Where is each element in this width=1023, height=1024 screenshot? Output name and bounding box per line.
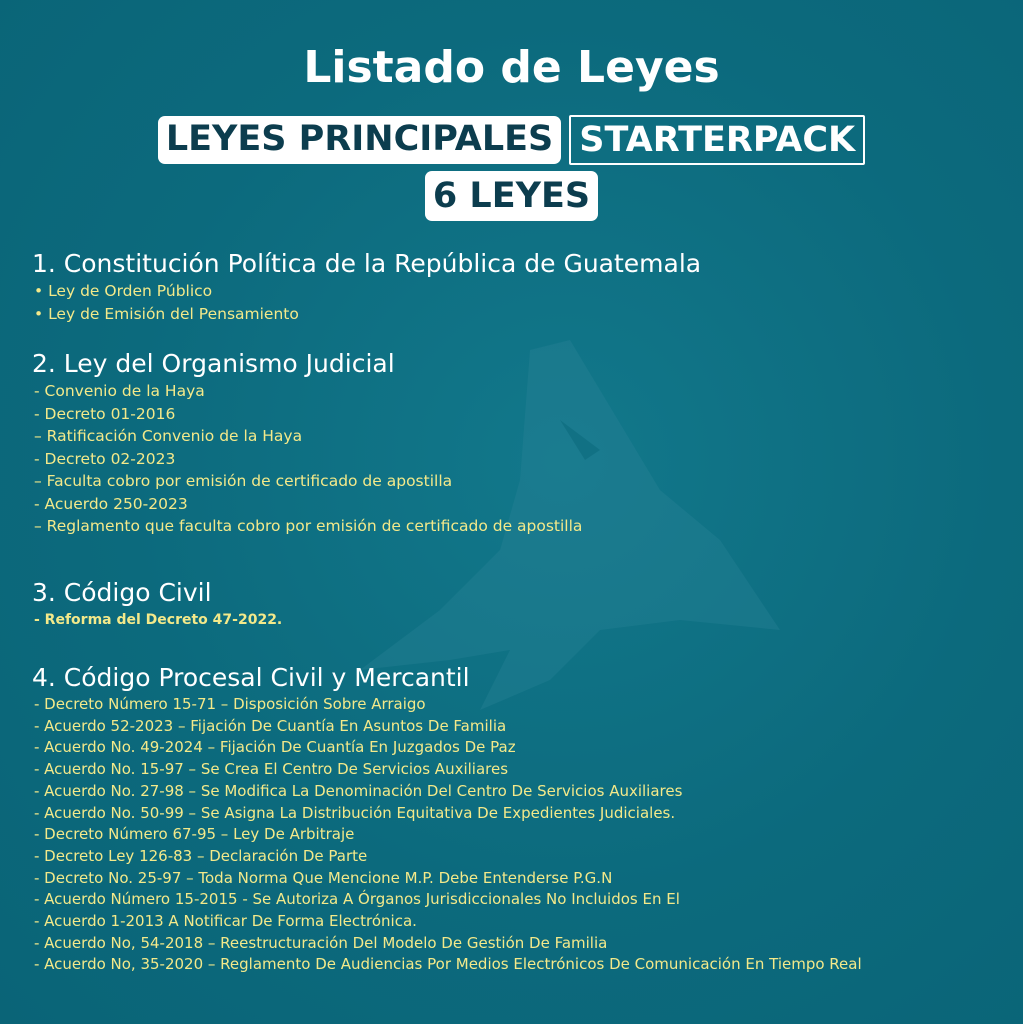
badge-leyes-principales: LEYES PRINCIPALES (158, 116, 561, 164)
list-item: – Reglamento que faculta cobro por emisión de certificado de apostilla (34, 517, 583, 535)
list-item: - Acuerdo Número 15-2015 - Se Autoriza A Órganos Jurisdiccionales No Incluidos En El (34, 890, 680, 909)
list-item: – Ratificación Convenio de la Haya (34, 427, 303, 445)
section-items (32, 380, 1012, 538)
list-item: - Decreto Número 15-71 – Disposición Sobre Arraigo (34, 695, 426, 713)
list-item: – Faculta cobro por emisión de certificado de apostilla (34, 472, 453, 490)
badge-starterpack: STARTERPACK (569, 115, 865, 165)
section-items (32, 280, 1012, 325)
page-title: Listado de Leyes (303, 42, 720, 93)
list-item: - Decreto 01-2016 (34, 404, 176, 423)
list-item: - Acuerdo No. 50-99 – Se Asigna La Distribución Equitativa De Expedientes Judiciales. (34, 803, 676, 822)
list-item: - Acuerdo No. 49-2024 – Fijación De Cuantía En Juzgados De Paz (34, 738, 516, 757)
section-heading: 3. Código Civil (32, 578, 212, 607)
list-item: - Decreto Número 67-95 – Ley De Arbitraje (34, 825, 355, 844)
list-item: - Convenio de la Haya (34, 382, 205, 400)
section-items (32, 694, 1012, 976)
list-item: - Decreto No. 25-97 – Toda Norma Que Mencione M.P. Debe Entenderse P.G.N (34, 868, 613, 887)
list-item: - Acuerdo 1-2013 A Notificar De Forma Electrónica. (34, 912, 417, 931)
badge-law-count: 6 LEYES (425, 171, 598, 221)
list-item: - Acuerdo No, 54-2018 – Reestructuración Del Modelo De Gestión De Familia (34, 933, 608, 952)
list-item: - Decreto 02-2023 (34, 449, 176, 468)
list-item: - Acuerdo No, 35-2020 – Reglamento De Audiencias Por Medios Electrónicos De Comunicación En Tiempo Real (34, 955, 862, 974)
list-item: - Acuerdo No. 15-97 – Se Crea El Centro De Servicios Auxiliares (34, 760, 509, 779)
section-codigo-civil (32, 577, 1012, 632)
section-heading: 1. Constitución Política de la República de Guatemala (32, 249, 702, 278)
section-codigo-procesal (32, 662, 1012, 976)
section-constitucion (32, 248, 1012, 325)
section-organismo-judicial (32, 348, 1012, 538)
list-item: - Decreto Ley 126-83 – Declaración De Parte (34, 846, 368, 865)
badge-row-count (0, 171, 1023, 221)
section-heading: 2. Ley del Organismo Judicial (32, 349, 395, 378)
list-item: • Ley de Orden Público (34, 282, 213, 300)
section-items (32, 609, 1012, 632)
list-item: - Reforma del Decreto 47-2022. (34, 612, 283, 628)
list-item: - Acuerdo 250-2023 (34, 494, 188, 513)
list-item: • Ley de Emisión del Pensamiento (34, 304, 299, 323)
list-item: - Acuerdo 52-2023 – Fijación De Cuantía En Asuntos De Familia (34, 716, 507, 735)
section-heading: 4. Código Procesal Civil y Mercantil (32, 663, 470, 692)
list-item: - Acuerdo No. 27-98 – Se Modifica La Denominación Del Centro De Servicios Auxiliares (34, 781, 683, 800)
badge-row-primary (0, 115, 1023, 165)
